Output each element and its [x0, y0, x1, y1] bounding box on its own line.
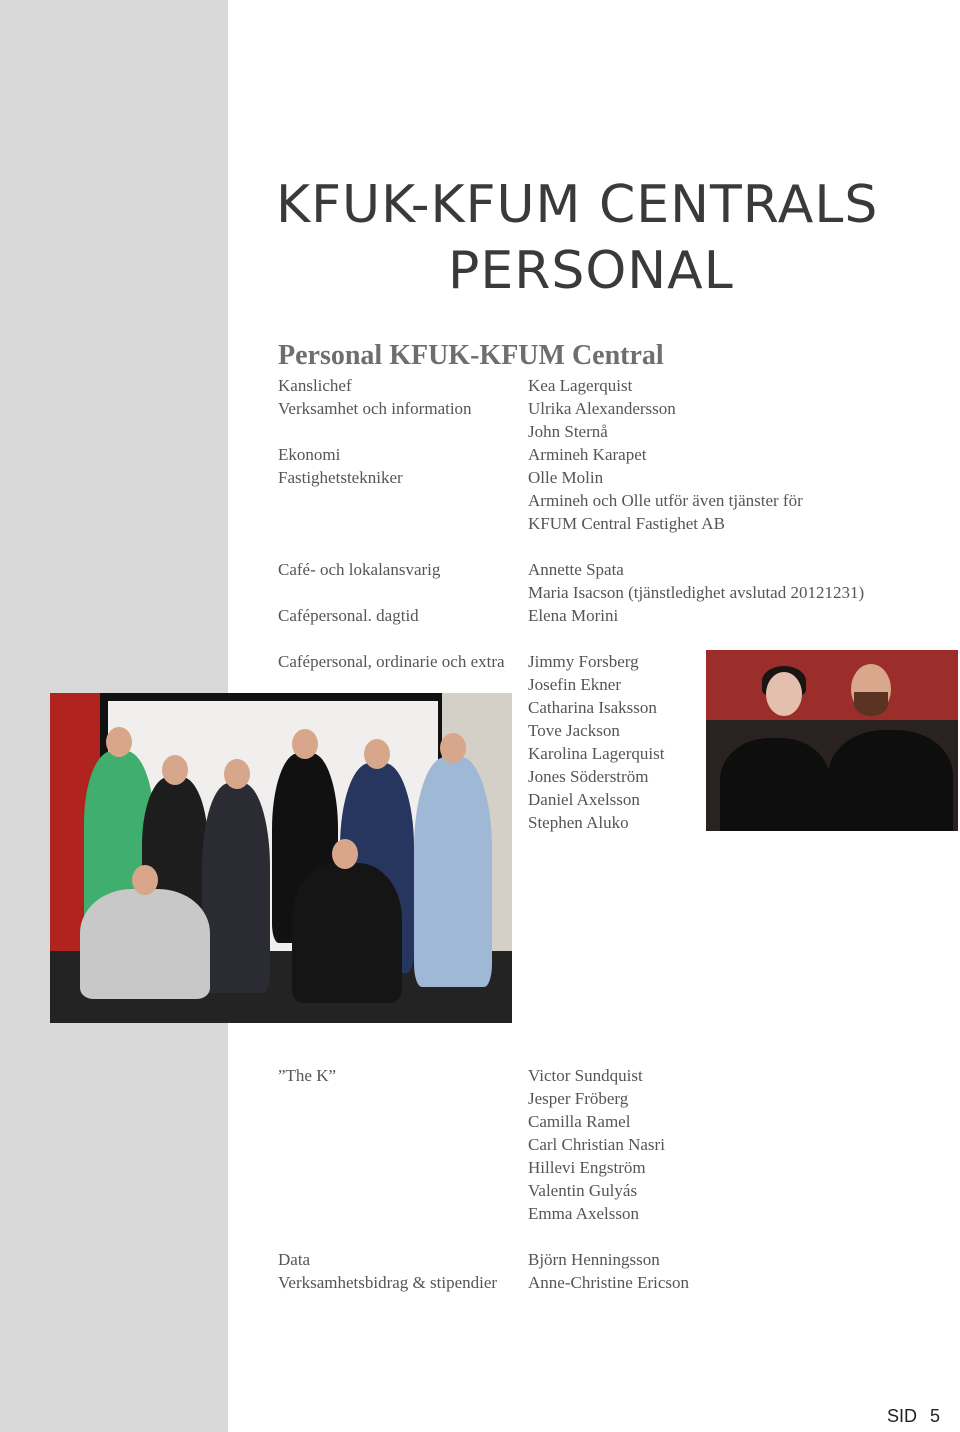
page-title-line2: PERSONAL: [448, 241, 734, 301]
photo-person-head: [106, 727, 132, 757]
row-value: Anne-Christine Ericson: [528, 1273, 689, 1292]
row-value: Jones Söderström: [528, 767, 649, 786]
photo-person: [80, 889, 210, 999]
photo-person-head: [766, 672, 802, 716]
row-value: Josefin Ekner: [528, 675, 622, 694]
row-value: Kea Lagerquist: [528, 376, 633, 395]
photo-person-head: [332, 839, 358, 869]
row-value: Victor Sundquist: [528, 1066, 643, 1085]
photo-person-head: [162, 755, 188, 785]
row-label: Café- och lokalansvarig: [278, 560, 441, 579]
page-number: [887, 1406, 940, 1427]
photo-person: [414, 757, 492, 987]
photo-red-shelf: [706, 650, 958, 720]
page-label: SID: [886, 1406, 917, 1426]
row-value: Valentin Gulyás: [528, 1181, 638, 1200]
row-label: Data: [278, 1250, 311, 1269]
row-value: Olle Molin: [528, 468, 604, 487]
group-photo: [50, 693, 512, 1023]
photo-person-head: [440, 733, 466, 763]
photo-person-head: [132, 865, 158, 895]
row-value: John Sternå: [528, 422, 608, 441]
photo-person: [720, 738, 830, 831]
row-value: Carl Christian Nasri: [528, 1135, 665, 1154]
photo-person-head: [224, 759, 250, 789]
row-value: KFUM Central Fastighet AB: [528, 514, 725, 533]
row-value: Catharina Isaksson: [528, 698, 657, 717]
page-title: [276, 172, 956, 304]
row-value: Hillevi Engström: [528, 1158, 646, 1177]
row-label: Verksamhetsbidrag & stipendier: [278, 1273, 498, 1292]
row-label: Fastighetstekniker: [278, 468, 403, 487]
photo-person-head: [292, 729, 318, 759]
row-label: Cafépersonal, ordinarie och extra: [278, 652, 505, 671]
row-value: Maria Isacson (tjänstledighet avslutad 20121231): [528, 583, 865, 602]
row-value: Camilla Ramel: [528, 1112, 631, 1131]
row-label: Kanslichef: [278, 376, 352, 395]
cafe-staff-photo: [706, 650, 958, 831]
row-value: Tove Jackson: [528, 721, 620, 740]
row-value: Armineh och Olle utför även tjänster för: [528, 491, 803, 510]
section-title: Personal KFUK-KFUM Central: [278, 340, 664, 371]
row-value: Armineh Karapet: [528, 445, 647, 464]
row-label: Ekonomi: [278, 445, 341, 464]
row-value: Björn Henningsson: [528, 1250, 660, 1269]
row-label: Cafépersonal. dagtid: [278, 606, 419, 625]
page-value: 5: [929, 1406, 940, 1426]
row-value: Jesper Fröberg: [528, 1089, 629, 1108]
photo-person: [292, 863, 402, 1003]
row-value: Emma Axelsson: [528, 1204, 639, 1223]
photo-person-beard: [854, 692, 888, 716]
row-value: Karolina Lagerquist: [528, 744, 665, 763]
photo-person: [828, 730, 953, 831]
page-title-line1: KFUK-KFUM CENTRALS: [276, 175, 879, 235]
row-label: ”The K”: [278, 1066, 337, 1085]
row-value: Stephen Aluko: [528, 813, 629, 832]
row-value: Ulrika Alexandersson: [528, 399, 676, 418]
row-value: Annette Spata: [528, 560, 624, 579]
row-value: Daniel Axelsson: [528, 790, 640, 809]
row-value: Elena Morini: [528, 606, 619, 625]
row-label: Verksamhet och information: [278, 399, 472, 418]
photo-person-head: [364, 739, 390, 769]
photo-person: [202, 783, 270, 993]
row-value: Jimmy Forsberg: [528, 652, 639, 671]
